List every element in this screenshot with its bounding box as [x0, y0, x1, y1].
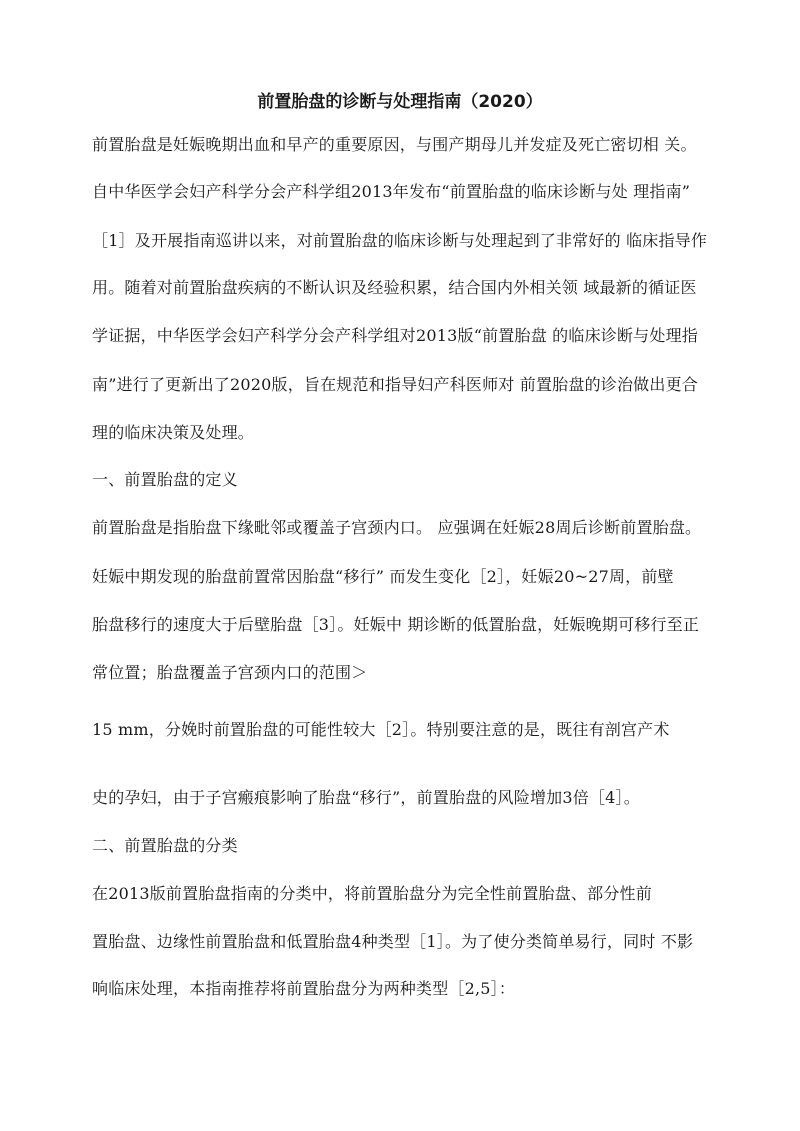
intro-line-2: 自中华医学会妇产科学分会产科学组2013年发布“前置胎盘的临床诊断与处 理指南” — [92, 182, 691, 201]
definition-line-6: 史的孕妇，由于子宫瘢痕影响了胎盘“移行”，前置胎盘的风险增加3倍［4］。 — [92, 788, 640, 807]
section-heading-definition: 一、前置胎盘的定义 — [92, 470, 238, 489]
definition-line-5: 15 mm，分娩时前置胎盘的可能性较大［2］。特别要注意的是，既往有剖宫产术 — [92, 720, 670, 739]
intro-line-5: 学证据，中华医学会妇产科学分会产科学组对2013版“前置胎盘 的临床诊断与处理指 — [92, 326, 698, 345]
classification-line-1: 在2013版前置胎盘指南的分类中，将前置胎盘分为完全性前置胎盘、部分性前 — [92, 884, 652, 903]
intro-line-1: 前置胎盘是妊娠晚期出血和早产的重要原因，与围产期母儿并发症及死亡密切相 关。 — [92, 135, 697, 154]
definition-line-3: 胎盘移行的速度大于后壁胎盘［3］。妊娠中 期诊断的低置胎盘，妊娠晚期可移行至正 — [92, 615, 700, 634]
intro-line-4: 用。随着对前置胎盘疾病的不断认识及经验积累，结合国内外相关领 域最新的循证医 — [92, 278, 697, 297]
intro-line-7: 理的临床决策及处理。 — [92, 423, 255, 442]
classification-line-2: 置胎盘、边缘性前置胎盘和低置胎盘4种类型［1］。为了使分类简单易行，同时 不影 — [92, 932, 694, 951]
intro-line-6: 南”进行了更新出了2020版，旨在规范和指导妇产科医师对 前置胎盘的诊治做出更合 — [92, 375, 698, 394]
document-title: 前置胎盘的诊断与处理指南（2020） — [257, 92, 543, 112]
classification-line-3: 响临床处理，本指南推荐将前置胎盘分为两种类型［2,5］： — [92, 979, 516, 998]
intro-line-3: ［1］及开展指南巡讲以来，对前置胎盘的临床诊断与处理起到了非常好的 临床指导作 — [92, 231, 708, 250]
definition-line-1: 前置胎盘是指胎盘下缘毗邻或覆盖子宫颈内口。 应强调在妊娠28周后诊断前置胎盘。 — [92, 518, 702, 537]
definition-line-4: 常位置；胎盘覆盖子宫颈内口的范围＞ — [92, 663, 368, 682]
section-heading-classification: 二、前置胎盘的分类 — [92, 836, 238, 855]
definition-line-2: 妊娠中期发现的胎盘前置常因胎盘“移行” 而发生变化［2］，妊娠20~27周，前壁 — [92, 567, 674, 586]
